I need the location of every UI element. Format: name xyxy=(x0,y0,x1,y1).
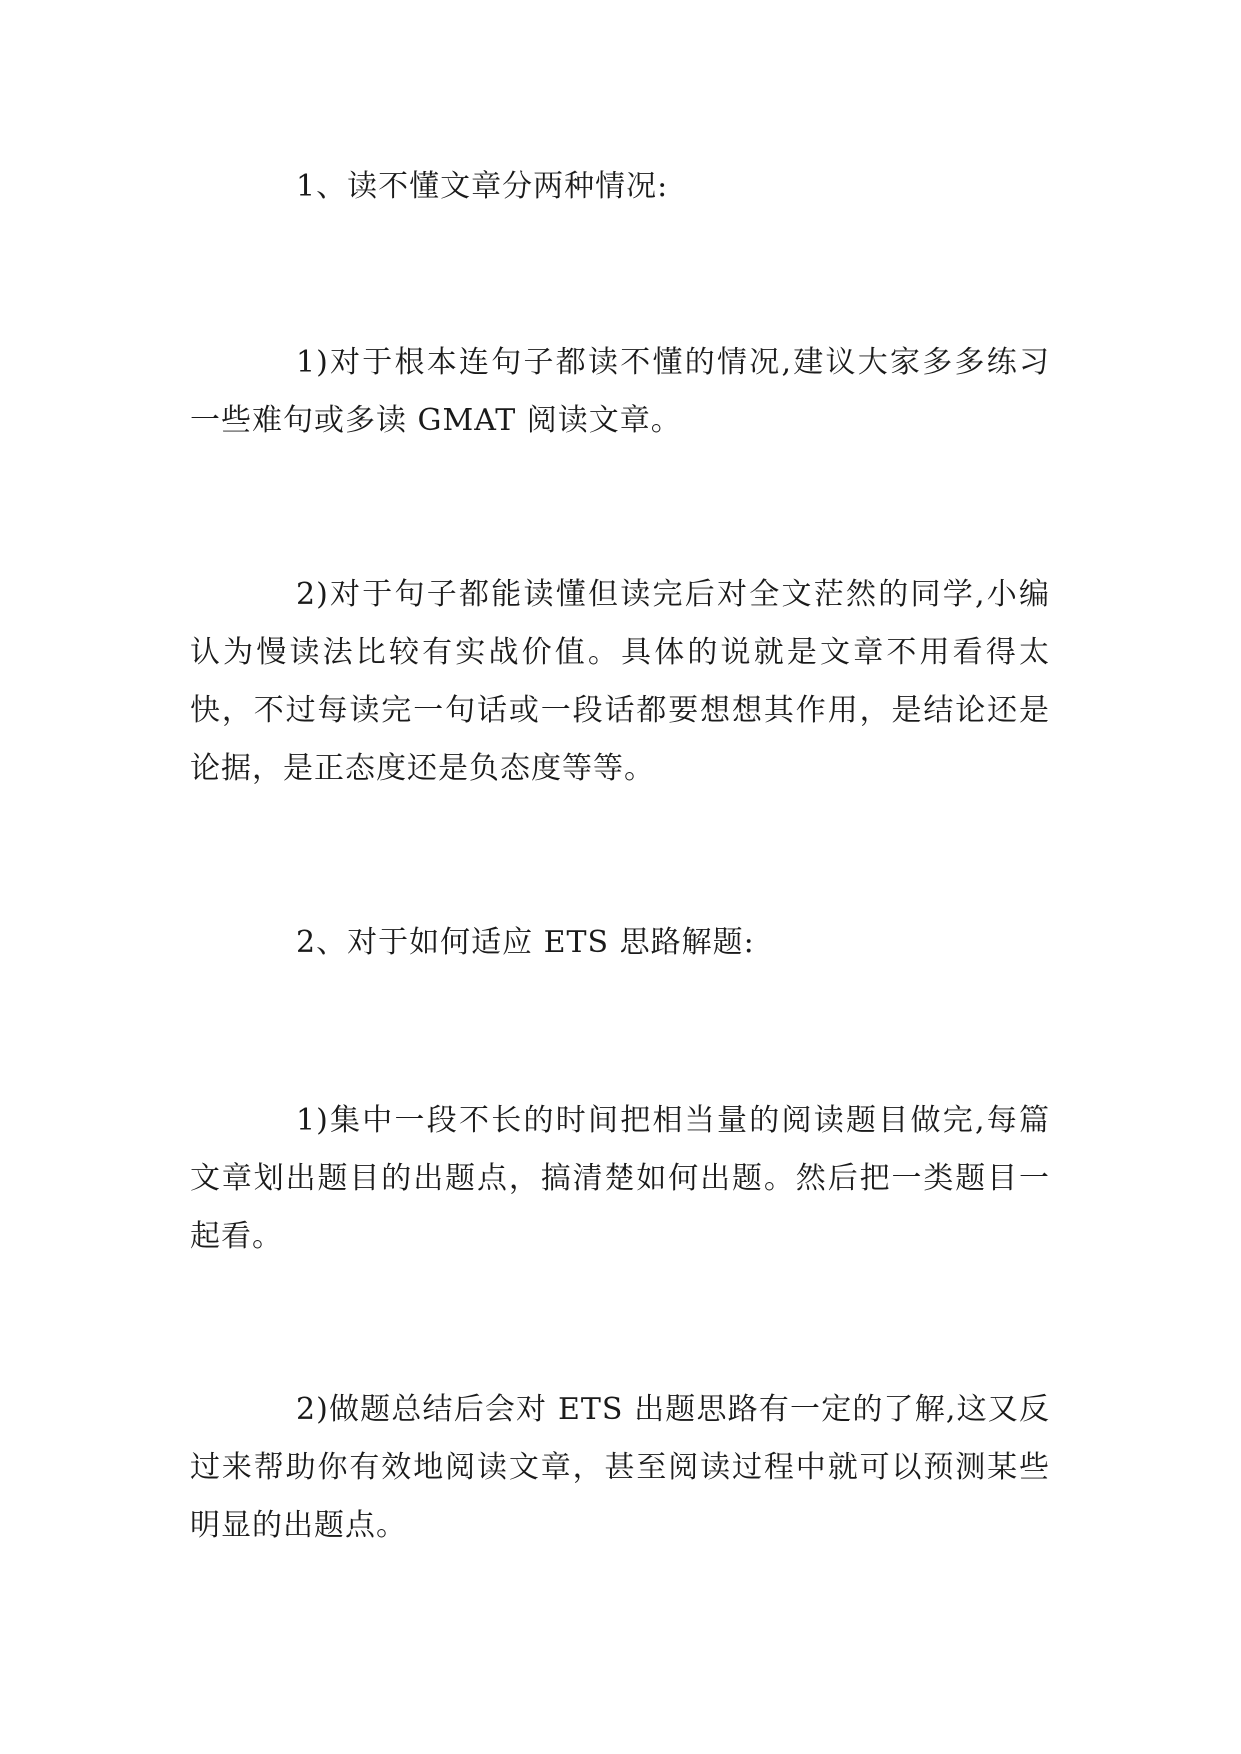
paragraph-1-1: 1)对于根本连句子都读不懂的情况,建议大家多多练习一些难句或多读 GMAT 阅读文章。 xyxy=(190,345,1050,438)
section-heading-1: 1、读不懂文章分两种情况: xyxy=(296,169,669,204)
paragraph-1-2: 2)对于句子都能读懂但读完后对全文茫然的同学,小编认为慢读法比较有实战价值。具体的说就是文章不用看得太快，不过每读完一句话或一段话都要想想其作用，是结论还是论据，是正态度还是负态度等等。 xyxy=(190,577,1050,786)
paragraph-2-2: 2)做题总结后会对 ETS 出题思路有一定的了解,这又反过来帮助你有效地阅读文章，甚至阅读过程中就可以预测某些明显的出题点。 xyxy=(190,1392,1050,1543)
paragraph-2-1: 1)集中一段不长的时间把相当量的阅读题目做完,每篇文章划出题目的出题点，搞清楚如何出题。然后把一类题目一起看。 xyxy=(190,1103,1050,1254)
section-heading-2: 2、对于如何适应 ETS 思路解题: xyxy=(296,925,755,960)
